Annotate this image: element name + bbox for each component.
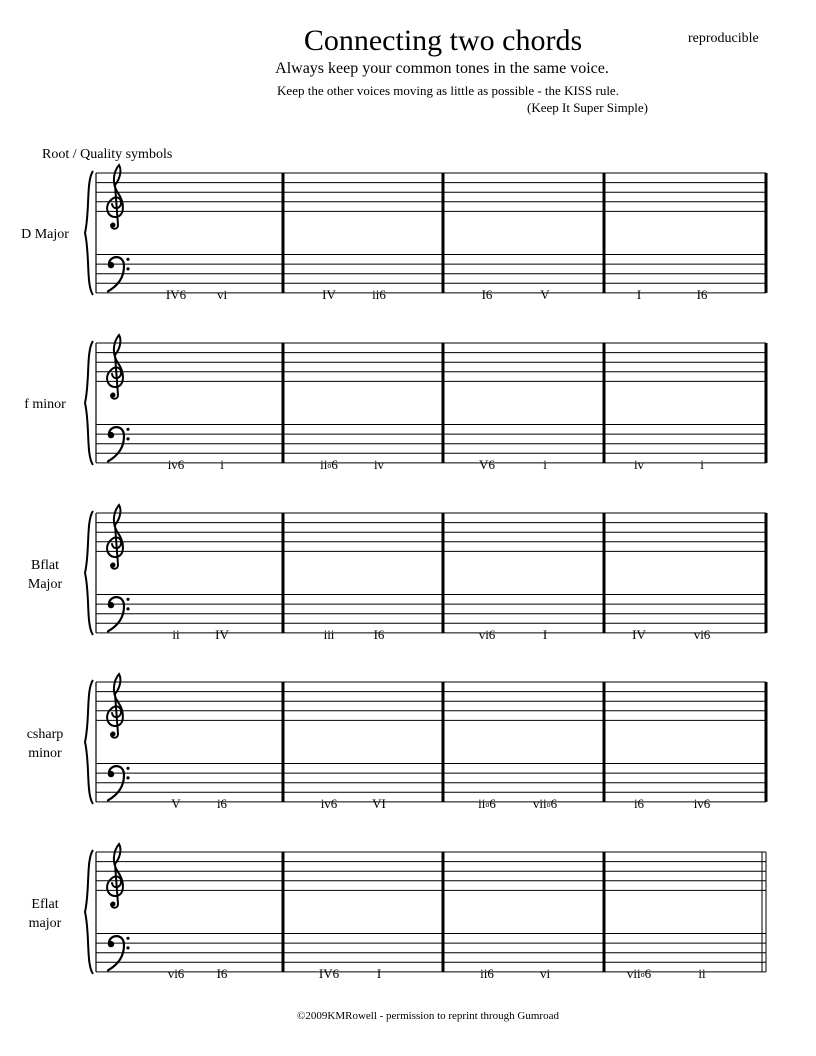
system-key-label-line: Bflat xyxy=(31,557,59,573)
roman-numeral-label xyxy=(319,966,339,982)
roman-numeral-text: I6 xyxy=(216,966,228,981)
bass-clef-icon xyxy=(108,257,130,291)
system-key-label-line: Eflat xyxy=(31,896,59,912)
copyright-footer: ©2009KMRowell - permission to reprint through Gumroad xyxy=(297,1010,559,1022)
roman-numeral-text: i6 xyxy=(216,796,228,811)
bass-clef-icon xyxy=(108,597,130,631)
system-brace-icon xyxy=(85,511,93,635)
treble-clef-icon xyxy=(107,165,123,229)
root-quality-label: Root / Quality symbols xyxy=(42,147,173,162)
system-key-label xyxy=(8,225,82,244)
treble-clef-icon xyxy=(107,844,123,908)
roman-numeral-text: iii xyxy=(323,627,335,642)
roman-numeral-label xyxy=(479,457,495,473)
roman-numeral-label xyxy=(480,966,494,982)
roman-numeral-label xyxy=(377,966,381,982)
roman-numeral-text: ii xyxy=(478,796,486,811)
roman-numeral-text: ii xyxy=(320,457,328,472)
roman-numeral-text: iv6 xyxy=(693,796,711,811)
page-title: Connecting two chords xyxy=(303,24,583,57)
inversion-figure: 6 xyxy=(331,457,338,472)
roman-numeral-label xyxy=(372,287,386,303)
bass-clef-icon xyxy=(108,936,130,970)
bass-clef-icon xyxy=(108,766,130,800)
roman-numeral-text: vii xyxy=(532,796,547,811)
system-key-label xyxy=(8,725,82,763)
roman-numeral-text: I xyxy=(542,627,548,642)
system-key-label-line: minor xyxy=(28,745,62,761)
treble-clef-icon xyxy=(107,505,123,569)
subtitle-kiss-expansion: (Keep It Super Simple) xyxy=(527,100,648,115)
roman-numeral-label xyxy=(637,287,641,303)
roman-numeral-label xyxy=(634,457,644,473)
roman-numeral-label xyxy=(374,457,384,473)
roman-numeral-label xyxy=(322,287,336,303)
roman-numeral-text: ii6 xyxy=(480,966,494,981)
roman-numeral-label xyxy=(533,796,557,812)
diminished-symbol: o xyxy=(546,800,551,809)
subtitle-common-tones: Always keep your common tones in the same voice. xyxy=(275,60,609,77)
roman-numeral-label xyxy=(700,457,704,473)
roman-numeral-text: IV xyxy=(632,627,646,642)
inversion-figure: 6 xyxy=(550,796,558,811)
roman-numeral-text: I xyxy=(636,287,642,302)
roman-numeral-label xyxy=(543,457,547,473)
roman-numeral-label xyxy=(374,627,385,643)
roman-numeral-text: iv6 xyxy=(167,457,185,472)
roman-numeral-label xyxy=(217,796,227,812)
roman-numeral-text: ii xyxy=(698,966,706,981)
system-key-label-line: major xyxy=(28,915,62,931)
roman-numeral-label xyxy=(321,796,338,812)
roman-numeral-label xyxy=(543,627,547,643)
roman-numeral-text: vi6 xyxy=(167,966,185,981)
roman-numeral-text: IV6 xyxy=(318,966,340,981)
roman-numeral-label xyxy=(479,627,496,643)
inversion-figure: 6 xyxy=(489,796,496,811)
roman-numeral-text: I6 xyxy=(481,287,493,302)
roman-numeral-label xyxy=(217,287,227,303)
system-brace-icon xyxy=(85,341,93,465)
roman-numeral-text: vi xyxy=(216,287,228,302)
roman-numeral-label xyxy=(627,966,651,982)
bass-clef-icon xyxy=(108,427,130,461)
roman-numeral-text: V xyxy=(540,287,550,302)
roman-numeral-label xyxy=(172,627,179,643)
treble-clef-icon xyxy=(107,674,123,738)
system-brace-icon xyxy=(85,850,93,974)
roman-numeral-label xyxy=(482,287,493,303)
system-key-label-line: Major xyxy=(27,576,63,592)
roman-numeral-text: I6 xyxy=(696,287,708,302)
system-key-label-line: f minor xyxy=(24,397,66,413)
roman-numeral-text: i xyxy=(543,457,547,472)
roman-numeral-label xyxy=(168,966,185,982)
roman-numeral-text: iv6 xyxy=(320,796,338,811)
inversion-figure: 6 xyxy=(644,966,652,981)
roman-numeral-label xyxy=(540,287,549,303)
system-key-label xyxy=(8,395,82,414)
roman-numeral-text: i6 xyxy=(633,796,645,811)
roman-numeral-label xyxy=(372,796,386,812)
roman-numeral-label xyxy=(166,287,186,303)
roman-numeral-label xyxy=(324,627,335,643)
roman-numeral-label xyxy=(171,796,180,812)
roman-numeral-text: iv xyxy=(373,457,385,472)
roman-numeral-text: vii xyxy=(626,966,641,981)
system-key-label-line: D Major xyxy=(21,227,69,243)
treble-clef-icon xyxy=(107,335,123,399)
roman-numeral-text: V xyxy=(171,796,181,811)
reproducible-tag: reproducible xyxy=(688,31,759,46)
roman-numeral-text: i xyxy=(700,457,704,472)
roman-numeral-text: I xyxy=(376,966,382,981)
system-key-label xyxy=(8,556,82,594)
roman-numeral-text: iv xyxy=(633,457,645,472)
roman-numeral-label xyxy=(697,287,708,303)
roman-numeral-text: I6 xyxy=(373,627,385,642)
system-key-label-line: csharp xyxy=(26,726,64,742)
system-brace-icon xyxy=(85,680,93,804)
roman-numeral-text: V6 xyxy=(479,457,495,472)
roman-numeral-label xyxy=(217,966,228,982)
roman-numeral-text: IV xyxy=(322,287,336,302)
roman-numeral-text: i xyxy=(220,457,224,472)
diminished-symbol: o xyxy=(485,800,490,809)
roman-numeral-label xyxy=(168,457,185,473)
roman-numeral-label xyxy=(215,627,229,643)
roman-numeral-label xyxy=(694,627,711,643)
roman-numeral-label xyxy=(220,457,224,473)
roman-numeral-label xyxy=(320,457,338,473)
roman-numeral-text: vi6 xyxy=(693,627,711,642)
roman-numeral-label xyxy=(634,796,644,812)
roman-numeral-text: ii6 xyxy=(372,287,386,302)
roman-numeral-text: vi xyxy=(539,966,551,981)
roman-numeral-label xyxy=(632,627,646,643)
roman-numeral-label xyxy=(698,966,705,982)
roman-numeral-label xyxy=(694,796,711,812)
system-brace-icon xyxy=(85,171,93,295)
system-key-label xyxy=(8,895,82,933)
subtitle-kiss-rule: Keep the other voices moving as little as possible - the KISS rule. xyxy=(277,83,619,98)
roman-numeral-text: vi6 xyxy=(478,627,496,642)
roman-numeral-label xyxy=(478,796,496,812)
roman-numeral-label xyxy=(540,966,550,982)
diminished-symbol: o xyxy=(327,461,332,470)
roman-numeral-text: ii xyxy=(172,627,180,642)
diminished-symbol: o xyxy=(640,970,645,979)
roman-numeral-text: VI xyxy=(372,796,386,811)
roman-numeral-text: IV xyxy=(215,627,229,642)
roman-numeral-text: IV6 xyxy=(165,287,187,302)
